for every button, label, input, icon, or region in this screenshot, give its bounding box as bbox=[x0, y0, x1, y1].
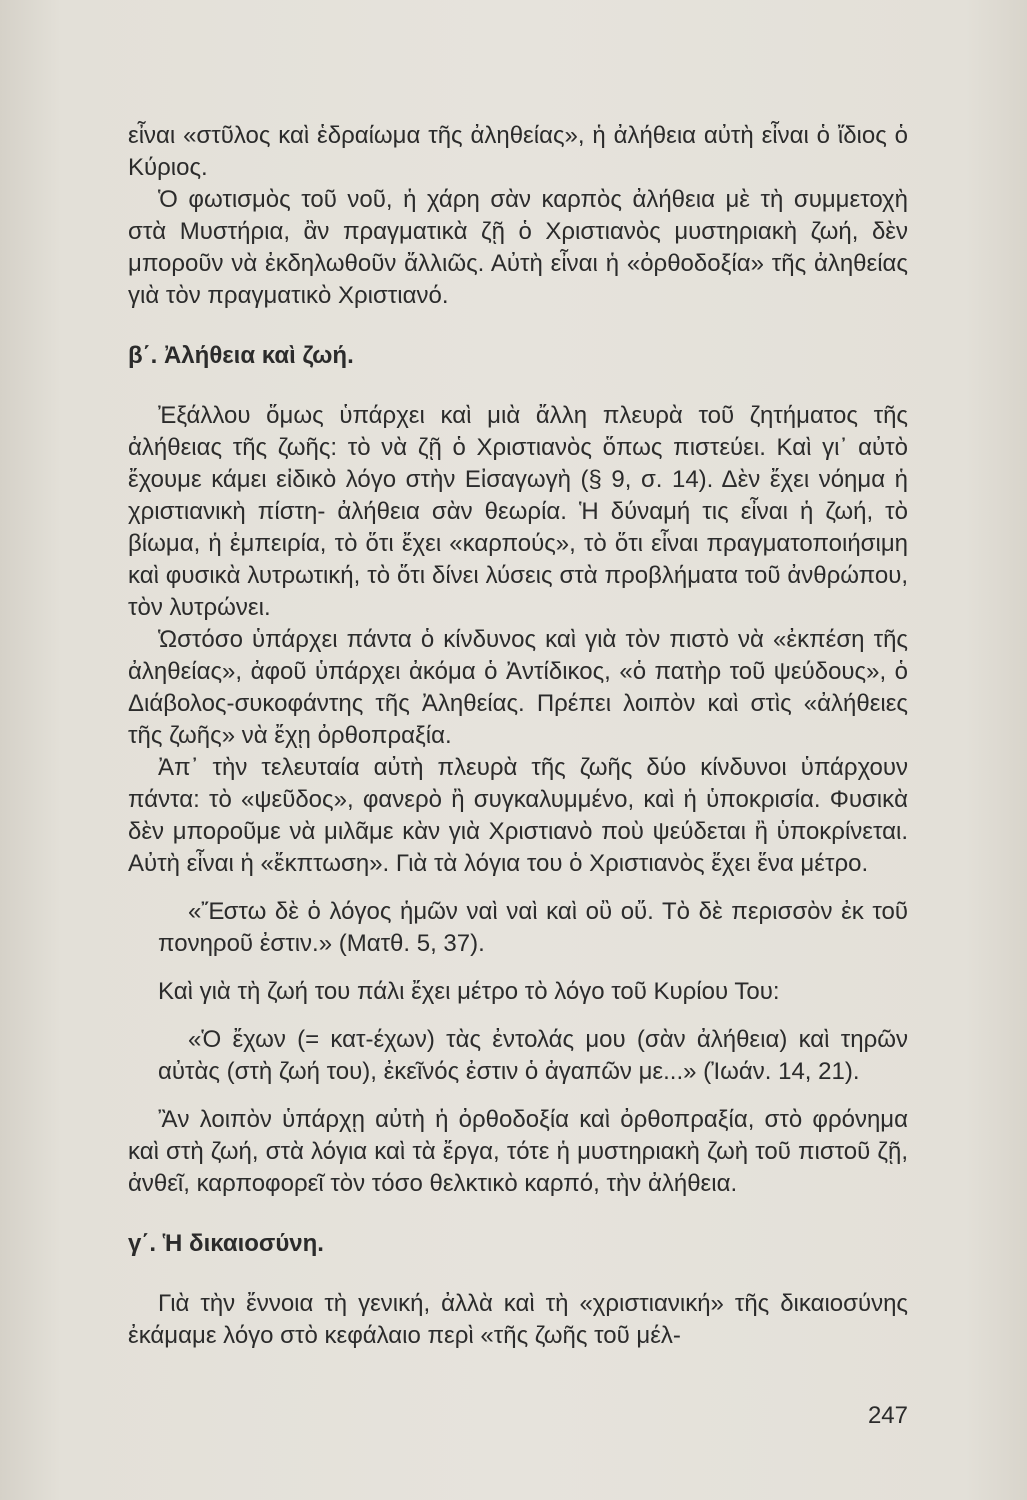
paragraph-bridge: Καὶ γιὰ τὴ ζωή του πάλι ἔχει μέτρο τὸ λόγο τοῦ Κυρίου Του: bbox=[158, 978, 780, 1005]
paragraph-c-1: Γιὰ τὴν ἔννοια τὴ γενική, ἀλλὰ καὶ τὴ «χριστιανική» τῆς δικαιοσύνης ἐκάμαμε λόγο στὸ κεφάλαιο περὶ «τῆς ζωῆς τοῦ μέλ- bbox=[128, 1290, 908, 1349]
paragraph-b-1: Ἐξάλλου ὅμως ὑπάρχει καὶ μιὰ ἄλλη πλευρὰ τοῦ ζητήματος τῆς ἀλήθειας τῆς ζωῆς: τὸ νὰ ζῇ ὁ Χριστιανὸς ὅπως πιστεύει. Καὶ γι᾽ αὐτὸ ἔχουμε κάμει εἰδικὸ λόγο στὴν Εἰσαγωγὴ (§ 9, σ. 14). Δὲν ἔχει νόημα ἡ χριστιανικὴ πίστη- ἀλήθεια σὰν θεωρία. Ἡ δύναμή τις εἶναι ἡ ζωή, τὸ βίωμα, ἡ ἐμπειρία, τὸ ὅτι ἔχει «καρπούς», τὸ ὅτι εἶναι πραγματοποιήσιμη καὶ φυσικὰ λυτρωτική, τὸ ὅτι δίνει λύσεις στὰ προβλήματα τοῦ ἀνθρώπου, τὸν λυτρώνει. bbox=[128, 402, 908, 621]
section-heading-c: γ΄. Ἡ δικαιοσύνη. bbox=[128, 1230, 324, 1257]
paragraph-top-1: εἶναι «στῦλος καὶ ἑδραίωμα τῆς ἀληθείας», ἡ ἀλήθεια αὐτὴ εἶναι ὁ ἴδιος ὁ Κύριος. bbox=[128, 122, 908, 181]
paragraph-closing: Ἂν λοιπὸν ὑπάρχῃ αὐτὴ ἡ ὀρθοδοξία καὶ ὀρθοπραξία, στὸ φρόνημα καὶ στὴ ζωή, στὰ λόγια καὶ τὰ ἔργα, τότε ἡ μυστηριακὴ ζωὴ τοῦ πιστοῦ ζῇ, ἀνθεῖ, καρποφορεῖ τὸν τόσο θελκτικὸ καρπό, τὴν ἀλήθεια. bbox=[128, 1106, 908, 1197]
quote-matthew-text: «Ἔστω δὲ ὁ λόγος ἡμῶν ναὶ ναὶ καὶ οὒ οὔ. Τὸ δὲ περισσὸν ἐκ τοῦ πονηροῦ ἐστιν.» (Ματθ. 5, 37). bbox=[158, 898, 908, 957]
quote-john bbox=[158, 1024, 908, 1088]
paragraph-b-2: Ὡστόσο ὑπάρχει πάντα ὁ κίνδυνος καὶ γιὰ τὸν πιστὸ νὰ «ἐκπέση τῆς ἀληθείας», ἀφοῦ ὑπάρχει ἀκόμα ὁ Ἀντίδικος, «ὁ πατὴρ τοῦ ψεύδους», ὁ Διάβολος-συκοφάντης τῆς Ἀληθείας. Πρέπει λοιπὸν καὶ στὶς «ἀλήθειες τῆς ζωῆς» νὰ ἔχῃ ὀρθοπραξία. bbox=[128, 626, 908, 749]
paragraph-b-3: Ἀπ᾽ τὴν τελευταία αὐτὴ πλευρὰ τῆς ζωῆς δύο κίνδυνοι ὑπάρχουν πάντα: τὸ «ψεῦδος», φανερὸ ἢ συγκαλυμμένο, καὶ ἡ ὑποκρισία. Φυσικὰ δὲν μποροῦμε νὰ μιλᾶμε κὰν γιὰ Χριστιανὸ ποὺ ψεύδεται ἢ ὑποκρίνεται. Αὐτὴ εἶναι ἡ «ἔκπτωση». Γιὰ τὰ λόγια του ὁ Χριστιανὸς ἔχει ἕνα μέτρο. bbox=[128, 754, 908, 877]
paragraph-top-2: Ὁ φωτισμὸς τοῦ νοῦ, ἡ χάρη σὰν καρπὸς ἀλήθεια μὲ τὴ συμμετοχὴ στὰ Μυστήρια, ἂν πραγματικὰ ζῇ ὁ Χριστιανὸς μυστηριακὴ ζωή, δὲν μποροῦν νὰ ἐκδηλωθοῦν ἄλλιῶς. Αὐτὴ εἶναι ἡ «ὀρθοδοξία» τῆς ἀληθείας γιὰ τὸν πραγματικὸ Χριστιανό. bbox=[128, 186, 908, 309]
quote-matthew bbox=[158, 896, 908, 960]
quote-john-text: «Ὁ ἔχων (= κατ-έχων) τὰς ἐντολάς μου (σὰν ἀλήθεια) καὶ τηρῶν αὐτὰς (στὴ ζωή του), ἐκεῖνός ἐστιν ὁ ἀγαπῶν με...» (Ἰωάν. 14, 21). bbox=[158, 1026, 908, 1085]
page-number: 247 bbox=[867, 1402, 908, 1429]
page-text-block bbox=[128, 120, 908, 1352]
section-heading-b: β΄. Ἀλήθεια καὶ ζωή. bbox=[128, 342, 354, 369]
